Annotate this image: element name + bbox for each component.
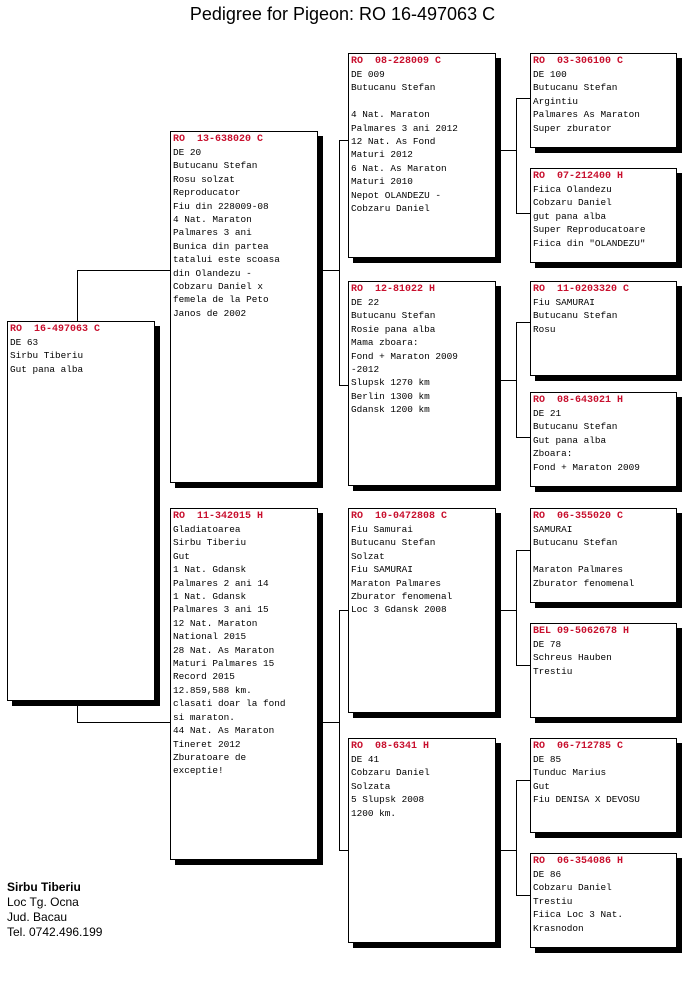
pigeon-detail-line: Tunduc Marius [533, 767, 607, 779]
pigeon-detail-line: Butucanu Stefan [351, 537, 436, 549]
owner-locality: Loc Tg. Ocna [7, 895, 79, 909]
pigeon-card-dam-dam-dam [530, 853, 677, 948]
pigeon-detail-line: Fiica Olandezu [533, 184, 612, 195]
pigeon-detail-line [533, 550, 674, 563]
pigeon-card-dam-sire-sire [530, 508, 677, 603]
pigeon-detail-line: DE 85 [533, 754, 562, 765]
pigeon-detail-line: DE 20 [173, 147, 202, 158]
pigeon-detail-line: Fond + Maraton 2009 [351, 350, 458, 362]
pigeon-detail-line: Reproducator [173, 187, 241, 199]
pigeon-detail-line: Zburator fenomenal [533, 577, 635, 589]
owner-info [7, 880, 102, 940]
pigeon-detail-line: Krasnodon [533, 922, 584, 934]
pigeon-detail-line: Fiu Samurai [351, 524, 413, 535]
ring-number: RO 08-228009 C [351, 56, 442, 67]
pigeon-detail-line: Cobzaru Daniel [533, 197, 612, 209]
pigeon-detail-line: Fiu SAMURAI [533, 297, 595, 308]
pigeon-detail-line: Trestiu [533, 665, 573, 677]
pigeon-detail-line: Maraton Palmares [351, 577, 442, 589]
pigeon-detail-line: Mama zboara: [351, 337, 419, 349]
pigeon-detail-line: DE 100 [533, 69, 567, 80]
pigeon-detail-line: Janos de 2002 [173, 307, 247, 319]
pigeon-card-dam-dam [348, 738, 496, 943]
pigeon-detail-line: Maturi 2012 [351, 149, 413, 161]
ring-number: RO 12-81022 H [351, 284, 436, 295]
pigeon-detail-line: Palmares 3 ani 2012 [351, 122, 458, 134]
pigeon-detail-line: exceptie! [173, 765, 224, 777]
ring-number: RO 06-354086 H [533, 856, 624, 867]
pigeon-detail-line: Cobzaru Daniel [351, 767, 430, 779]
pigeon-detail-line: SAMURAI [533, 524, 573, 535]
pigeon-detail-line: Zboara: [533, 448, 573, 460]
pigeon-detail-line: Loc 3 Gdansk 2008 [351, 604, 447, 616]
pigeon-card-sire [170, 131, 318, 483]
pigeon-detail-line: Cobzaru Daniel x [173, 281, 264, 293]
pigeon-detail-line: femela de la Peto [173, 294, 269, 306]
pigeon-detail-line: Zburatoare de [173, 751, 247, 763]
pigeon-detail-line: DE 63 [10, 337, 39, 348]
ring-number: RO 07-212400 H [533, 171, 624, 182]
ring-number: RO 16-497063 C [10, 324, 101, 335]
pigeon-detail-line: Schreus Hauben [533, 652, 612, 664]
ring-number: RO 11-0203320 C [533, 284, 630, 295]
pigeon-detail-line: 4 Nat. Maraton [173, 214, 252, 226]
pigeon-detail-line: Slupsk 1270 km [351, 377, 430, 389]
pigeon-detail-line: Berlin 1300 km [351, 390, 430, 402]
pigeon-detail-line: DE 86 [533, 869, 562, 880]
pigeon-detail-line: 6 Nat. As Maraton [351, 162, 447, 174]
ring-number: RO 03-306100 C [533, 56, 624, 67]
pigeon-detail-line: clasati doar la fond [173, 698, 286, 710]
pigeon-card-sire-sire-dam [530, 168, 677, 263]
pigeon-detail-line: Fiu SAMURAI [351, 564, 413, 576]
pigeon-detail-line: Zburator fenomenal [351, 591, 453, 603]
pigeon-detail-line: Butucanu Stefan [351, 82, 436, 94]
pigeon-card-sire-sire-sire [530, 53, 677, 148]
pigeon-detail-line: Maraton Palmares [533, 564, 624, 576]
owner-county: Jud. Bacau [7, 910, 68, 924]
pigeon-detail-line: Palmares 3 ani [173, 227, 252, 239]
pigeon-detail-line: Maturi Palmares 15 [173, 658, 275, 670]
ring-number: RO 13-638020 C [173, 134, 264, 145]
ring-number: RO 06-355020 C [533, 511, 624, 522]
pigeon-detail-line: Maturi 2010 [351, 176, 413, 188]
pigeon-detail-line: Butucanu Stefan [533, 537, 618, 549]
ring-number: RO 10-0472808 C [351, 511, 448, 522]
pigeon-detail-line: 1 Nat. Gdansk [173, 564, 247, 576]
pigeon-detail-line: Palmares 2 ani 14 [173, 577, 269, 589]
pigeon-detail-line: 28 Nat. As Maraton [173, 644, 275, 656]
pigeon-detail-line: Gut pana alba [533, 434, 607, 446]
pigeon-detail-line: din Olandezu - [173, 267, 252, 279]
pigeon-detail-line: 4 Nat. Maraton [351, 109, 430, 121]
pigeon-detail-line: DE 009 [351, 69, 385, 80]
ring-number: RO 08-643021 H [533, 395, 624, 406]
pigeon-detail-line: DE 41 [351, 754, 380, 765]
pigeon-detail-line: 12 Nat. Maraton [173, 617, 258, 629]
pigeon-detail-line: Gut [173, 550, 190, 562]
ring-number: BEL 09-5062678 H [533, 626, 630, 637]
pigeon-detail-line: si maraton. [173, 711, 235, 723]
pigeon-detail-line: Fiica Loc 3 Nat. [533, 909, 624, 921]
pigeon-detail-line: tatalui este scoasa [173, 254, 280, 266]
pigeon-detail-line: Rosu solzat [173, 173, 235, 185]
pigeon-detail-line: Butucanu Stefan [533, 82, 618, 94]
owner-name: Sirbu Tiberiu [7, 880, 81, 894]
pigeon-detail-line: Trestiu [533, 895, 573, 907]
pigeon-detail-line: Gut [533, 780, 550, 792]
pigeon-detail-line: DE 78 [533, 639, 562, 650]
pigeon-detail-line: Super Reproducatoare [533, 224, 646, 236]
pigeon-detail-line: gut pana alba [533, 210, 607, 222]
pigeon-card-dam [170, 508, 318, 860]
pigeon-detail-line: Fiica din "OLANDEZU" [533, 237, 646, 249]
pigeon-detail-line: Sirbu Tiberiu [10, 350, 84, 362]
pigeon-detail-line: Butucanu Stefan [533, 310, 618, 322]
pigeon-detail-line: Solzata [351, 780, 391, 792]
pigeon-detail-line: DE 21 [533, 408, 562, 419]
pigeon-detail-line: Gladiatoarea [173, 524, 241, 535]
pigeon-detail-line: Sirbu Tiberiu [173, 537, 247, 549]
pigeon-card-sire-dam-dam [530, 392, 677, 487]
pigeon-detail-line: Fiu DENISA X DEVOSU [533, 794, 640, 806]
pigeon-detail-line: Palmares 3 ani 15 [173, 604, 269, 616]
pigeon-detail-line: 1 Nat. Gdansk [173, 591, 247, 603]
pigeon-detail-line: Rosu [533, 323, 556, 335]
owner-phone: Tel. 0742.496.199 [7, 925, 103, 939]
pigeon-detail-line: Super zburator [533, 122, 612, 134]
pigeon-card-dam-dam-sire [530, 738, 677, 833]
pigeon-detail-line: 12 Nat. As Fond [351, 136, 436, 148]
pigeon-card-sire-sire [348, 53, 496, 258]
pigeon-detail-line: 44 Nat. As Maraton [173, 725, 275, 737]
pigeon-detail-line: DE 22 [351, 297, 380, 308]
pigeon-detail-line: Butucanu Stefan [173, 160, 258, 172]
pigeon-detail-line: Record 2015 [173, 671, 235, 683]
pigeon-detail-line: Nepot OLANDEZU - [351, 189, 442, 201]
pigeon-detail-line: 1200 km. [351, 807, 397, 819]
pigeon-detail-line: Fiu din 228009-08 [173, 200, 269, 212]
pigeon-detail-line: Palmares As Maraton [533, 109, 640, 121]
pigeon-card-sire-dam [348, 281, 496, 486]
pigeon-detail-line: Gut pana alba [10, 363, 84, 375]
pigeon-detail-line: Fond + Maraton 2009 [533, 461, 640, 473]
pigeon-detail-line: Tineret 2012 [173, 738, 241, 750]
pigeon-detail-line: Rosie pana alba [351, 323, 436, 335]
pigeon-detail-line: Gdansk 1200 km [351, 404, 430, 416]
pigeon-detail-line: Cobzaru Daniel [351, 203, 430, 215]
pigeon-card-dam-sire [348, 508, 496, 713]
pigeon-detail-line: 12.859,588 km. [173, 684, 252, 696]
pigeon-detail-line: -2012 [351, 364, 380, 376]
pigeon-detail-line: Bunica din partea [173, 240, 269, 252]
pigeon-detail-line: Cobzaru Daniel [533, 882, 612, 894]
pigeon-detail-line: Solzat [351, 550, 385, 562]
pigeon-detail-line: Butucanu Stefan [351, 310, 436, 322]
ring-number: RO 06-712785 C [533, 741, 624, 752]
pigeon-card-sire-dam-sire [530, 281, 677, 376]
pigeon-detail-line: Butucanu Stefan [533, 421, 618, 433]
pigeon-detail-line: 5 Slupsk 2008 [351, 794, 425, 806]
pigeon-detail-line: National 2015 [173, 631, 247, 643]
pigeon-detail-line [351, 95, 493, 108]
pigeon-card-subject [7, 321, 155, 701]
ring-number: RO 08-6341 H [351, 741, 430, 752]
ring-number: RO 11-342015 H [173, 511, 264, 522]
page-title: Pedigree for Pigeon: RO 16-497063 C [189, 4, 496, 24]
pigeon-card-dam-sire-dam [530, 623, 677, 718]
pigeon-detail-line: Argintiu [533, 95, 579, 107]
